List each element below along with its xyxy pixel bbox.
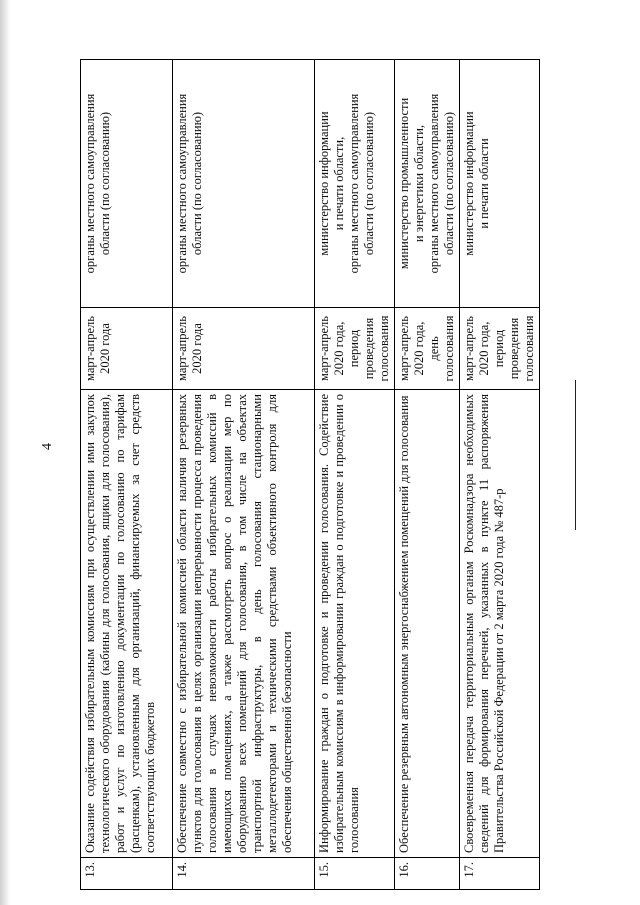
deadline-line: голосования [442,315,456,382]
task-text: Оказание содействия избирательным комиссиям при осуществлении ими закупок технологического оборудования (кабины для голосования, ящики для голосования), работ и услуг по изготовлению документации по голосованию по тарифам (расценкам), установленным для организаций, финансируемых за счет средств соответствующих бюджетов [81,390,173,858]
table-row [173,60,315,890]
deadline-line: период [347,329,361,368]
executor-line: органы местного самоуправления [347,93,361,274]
executor-cell [395,60,460,308]
deadline-cell [460,308,540,390]
table-row [315,60,395,890]
deadline-line: период [492,329,506,368]
executor-cell [173,60,315,308]
deadline-line: 2020 года [98,323,112,374]
scan-edge-shadow [0,0,10,905]
executor-cell [460,60,540,308]
row-number: 13. [81,858,173,890]
task-text: Своевременная передача территориальным органам Роскомнадзора необходимых сведений для формирования перечней, указанных в пункте 11 распоряжения Правительства Российской Федерации от 2 марта 2020 года № 487-р [460,390,540,858]
executor-line: министерство информации [462,111,476,256]
page-number: 4 [40,443,55,450]
deadline-cell [315,308,395,390]
deadline-cell [395,308,460,390]
executor-line: области (по согласованию) [442,111,456,256]
executor-line: органы местного самоуправления [83,93,97,274]
deadline-line: день [427,336,441,361]
deadline-line: проведения [507,317,521,380]
measures-table [80,59,540,890]
deadline-line: 2020 года, [477,321,491,376]
deadline-line: 2020 года, [332,321,346,376]
table-row [395,60,460,890]
deadline-line: март-апрель [397,316,411,381]
table-body [81,60,540,890]
executor-line: и энергетики области, [412,124,426,243]
deadline-line: 2020 года, [412,321,426,376]
row-number: 14. [173,858,315,890]
table-row [460,60,540,890]
executor-line: области (по согласованию) [98,111,112,256]
deadline-line: март-апрель [83,316,97,381]
executor-line: и печати области, [332,136,346,231]
separator-line [575,380,576,530]
deadline-line: голосования [377,315,391,382]
task-text: Информирование граждан о подготовке и проведении голосования. Содействие избирательным комиссиям в информировании граждан о подготовке и проведении о голосования [315,390,395,858]
executor-line: и печати области [477,138,491,229]
rotated-table-container [80,60,536,890]
executor-line: министерство информации [317,111,331,256]
row-number: 15. [315,858,395,890]
executor-line: области (по согласованию) [190,111,204,256]
row-number: 17. [460,858,540,890]
deadline-line: март-апрель [317,316,331,381]
table-row [81,60,173,890]
deadline-line: 2020 года [190,323,204,374]
deadline-line: проведения [362,317,376,380]
executor-cell [81,60,173,308]
task-text: Обеспечение совместно с избирательной комиссией области наличия резервных пунктов для голосования в целях организации непрерывности процесса проведения голосования в случаях невозможности работы избирательных комиссий в имеющихся помещениях, а также рассмотреть вопрос о реализации мер по оборудованию всех помещений для голосования, в том числе на объектах транспортной инфраструктуры, в день голосования стационарными металлодетекторами и техническими средствами объективного контроля для обеспечения общественной безопасности [173,390,315,858]
executor-cell [315,60,395,308]
deadline-cell [173,308,315,390]
deadline-line: март-апрель [462,316,476,381]
task-text: Обеспечение резервным автономным энергоснабжением помещений для голосования [395,390,460,858]
executor-line: органы местного самоуправления [427,93,441,274]
deadline-line: голосования [522,315,536,382]
executor-line: органы местного самоуправления [175,93,189,274]
executor-line: министерство промышленности [397,97,411,270]
executor-line: области (по согласованию) [362,111,376,256]
deadline-line: март-апрель [175,316,189,381]
row-number: 16. [395,858,460,890]
deadline-cell [81,308,173,390]
